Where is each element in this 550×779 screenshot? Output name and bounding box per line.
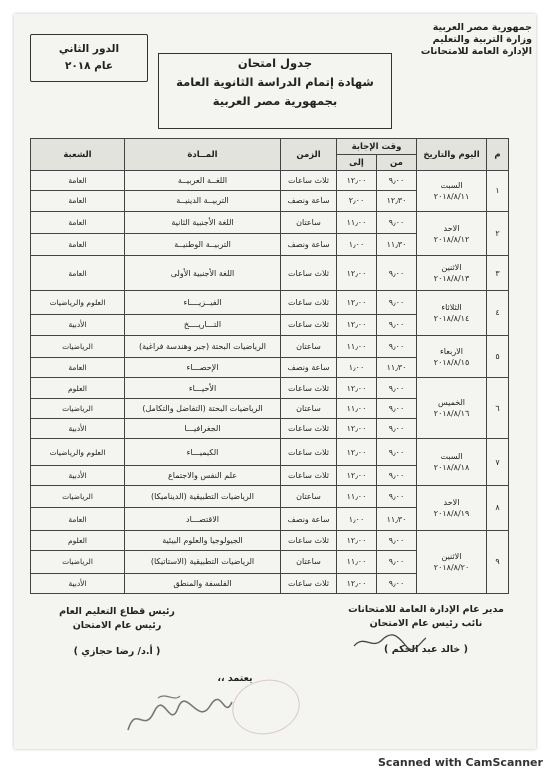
row-to: ١٢٫٠٠ xyxy=(337,419,377,439)
row-from: ٩٫٠٠ xyxy=(377,530,417,550)
signature-name: ( أ.د/ رضا حجازي ) xyxy=(73,646,161,657)
session-line-1: الدور الثاني xyxy=(58,43,120,55)
day-date: ٢٠١٨/٨/٢٠ xyxy=(433,562,470,572)
row-duration: ثلاث ساعات xyxy=(281,290,337,314)
row-num: ٣ xyxy=(487,256,509,291)
header-from: من xyxy=(377,155,417,171)
row-from: ٩٫٠٠ xyxy=(377,551,417,573)
day-date: ٢٠١٨/٨/١٦ xyxy=(433,409,470,419)
row-track: الرياضيات xyxy=(31,398,125,418)
day-date: ٢٠١٨/٨/١٥ xyxy=(433,357,470,367)
row-track: العلوم والرياضيات xyxy=(31,290,125,314)
table-row xyxy=(31,290,509,314)
row-track: العلوم xyxy=(31,378,125,398)
row-subject: الاقتصـــاد xyxy=(125,508,281,530)
row-day xyxy=(417,335,487,378)
day-date: ٢٠١٨/٨/١٨ xyxy=(433,463,470,473)
row-num: ٢ xyxy=(487,211,509,256)
row-duration: ساعتان xyxy=(281,551,337,573)
row-track: العلوم xyxy=(31,530,125,550)
signature-name: ( خالد عبد الحكم ) xyxy=(384,644,468,655)
row-subject: علم النفس والاجتماع xyxy=(125,465,281,485)
row-num: ١ xyxy=(487,171,509,212)
title-line-1: جدول امتحان xyxy=(237,56,313,70)
row-from: ١١٫٣٠ xyxy=(377,234,417,256)
signature-title-1: رئيس قطاع التعليم العام xyxy=(59,606,175,617)
row-to: ١١٫٠٠ xyxy=(337,551,377,573)
signature-title-2: رئيس عام الامتحان xyxy=(72,620,162,631)
row-num: ٦ xyxy=(487,378,509,439)
approval-label: يعتمد ،، xyxy=(217,673,253,684)
row-subject: الإحصـــاء xyxy=(125,358,281,378)
row-from: ٩٫٠٠ xyxy=(377,378,417,398)
day-date: ٢٠١٨/٨/١٤ xyxy=(433,313,470,323)
row-to: ١٫٠٠ xyxy=(337,508,377,530)
row-track: الرياضيات xyxy=(31,335,125,357)
row-track: الأدبية xyxy=(31,419,125,439)
row-from: ٩٫٠٠ xyxy=(377,486,417,508)
row-track: العامة xyxy=(31,211,125,233)
row-subject: الجيولوجيا والعلوم البيئية xyxy=(125,530,281,550)
row-subject: التربيــة الدينيــة xyxy=(125,191,281,211)
row-from: ٩٫٠٠ xyxy=(377,573,417,594)
row-duration: ساعتان xyxy=(281,486,337,508)
day-name: الاثنين xyxy=(441,551,462,561)
row-from: ٩٫٠٠ xyxy=(377,315,417,335)
day-name: الاثنين xyxy=(441,263,462,273)
row-duration: ساعة ونصف xyxy=(281,508,337,530)
row-day xyxy=(417,486,487,531)
row-track: العلوم والرياضيات xyxy=(31,439,125,465)
row-to: ١٢٫٠٠ xyxy=(337,171,377,191)
row-to: ١١٫٠٠ xyxy=(337,335,377,357)
row-from: ٩٫٠٠ xyxy=(377,398,417,418)
row-day xyxy=(417,530,487,593)
row-to: ١٢٫٠٠ xyxy=(337,573,377,594)
table-row xyxy=(31,378,509,398)
day-name: الاحد xyxy=(443,223,460,233)
row-subject: اللغة الأجنبية الأولى xyxy=(125,256,281,291)
row-num: ٥ xyxy=(487,335,509,378)
row-to: ١١٫٠٠ xyxy=(337,398,377,418)
row-day xyxy=(417,290,487,335)
session-line-2: عام ٢٠١٨ xyxy=(64,60,114,72)
row-subject: التـــاريــــخ xyxy=(125,315,281,335)
row-duration: ثلاث ساعات xyxy=(281,419,337,439)
day-date: ٢٠١٨/٨/١١ xyxy=(433,191,470,201)
day-name: الاحد xyxy=(443,497,460,507)
row-subject: الرياضيات البحتة (جبر وهندسة فراغية) xyxy=(125,335,281,357)
row-num: ٨ xyxy=(487,486,509,531)
row-from: ٩٫٠٠ xyxy=(377,290,417,314)
row-subject: الكيميـــاء xyxy=(125,439,281,465)
signature-block-sector-head xyxy=(42,605,192,659)
header-subject: المــادة xyxy=(125,139,281,171)
row-track: الرياضيات xyxy=(31,551,125,573)
row-duration: ثلاث ساعات xyxy=(281,530,337,550)
day-name: السبت xyxy=(440,180,463,190)
row-subject: الأحيـــاء xyxy=(125,378,281,398)
table-row xyxy=(31,256,509,291)
session-box xyxy=(30,34,148,82)
table-row xyxy=(31,211,509,233)
row-duration: ثلاث ساعات xyxy=(281,439,337,465)
row-duration: ثلاث ساعات xyxy=(281,171,337,191)
row-to: ١٫٠٠ xyxy=(337,234,377,256)
row-from: ١١٫٣٠ xyxy=(377,358,417,378)
row-from: ١١٫٣٠ xyxy=(377,508,417,530)
row-to: ١٢٫٠٠ xyxy=(337,315,377,335)
row-track: العامة xyxy=(31,191,125,211)
row-day xyxy=(417,439,487,486)
row-to: ١١٫٠٠ xyxy=(337,211,377,233)
ministry-line-2: وزارة التربية والتعليم xyxy=(432,34,532,45)
row-duration: ثلاث ساعات xyxy=(281,465,337,485)
ministry-line-3: الإدارة العامة للامتحانات xyxy=(420,46,532,57)
signature-title-2: نائب رئيس عام الامتحان xyxy=(369,618,483,629)
row-to: ١٢٫٠٠ xyxy=(337,530,377,550)
row-duration: ثلاث ساعات xyxy=(281,378,337,398)
row-subject: الفلسفة والمنطق xyxy=(125,573,281,594)
signature-title-1: مدير عام الإدارة العامة للامتحانات xyxy=(348,604,504,615)
row-duration: ساعتان xyxy=(281,335,337,357)
row-track: الأدبية xyxy=(31,315,125,335)
row-track: الأدبية xyxy=(31,573,125,594)
row-subject: الجغرافيـــا xyxy=(125,419,281,439)
row-subject: اللغــة العربيــة xyxy=(125,171,281,191)
row-duration: ثلاث ساعات xyxy=(281,573,337,594)
exam-schedule-table xyxy=(30,138,509,594)
day-name: الثلاثاء xyxy=(441,302,462,312)
row-to: ١٢٫٠٠ xyxy=(337,256,377,291)
ministry-header xyxy=(390,22,532,58)
row-subject: الفيــزيــــاء xyxy=(125,290,281,314)
row-duration: ساعتان xyxy=(281,211,337,233)
row-to: ١٢٫٠٠ xyxy=(337,465,377,485)
row-subject: اللغة الأجنبية الثانية xyxy=(125,211,281,233)
row-track: العامة xyxy=(31,358,125,378)
header-answer-time: وقت الإجابة xyxy=(337,139,417,155)
table-row xyxy=(31,530,509,550)
day-date: ٢٠١٨/٨/١٣ xyxy=(433,274,470,284)
row-to: ١٫٠٠ xyxy=(337,358,377,378)
table-row xyxy=(31,171,509,191)
row-duration: ساعة ونصف xyxy=(281,234,337,256)
row-from: ٩٫٠٠ xyxy=(377,465,417,485)
row-num: ٤ xyxy=(487,290,509,335)
row-from: ٩٫٠٠ xyxy=(377,439,417,465)
row-to: ١٢٫٠٠ xyxy=(337,378,377,398)
row-day xyxy=(417,378,487,439)
row-track: الأدبية xyxy=(31,465,125,485)
row-duration: ساعة ونصف xyxy=(281,191,337,211)
ministry-line-1: جمهورية مصر العربية xyxy=(432,22,532,33)
row-track: العامة xyxy=(31,256,125,291)
row-duration: ساعة ونصف xyxy=(281,358,337,378)
row-from: ٩٫٠٠ xyxy=(377,419,417,439)
handwritten-signature-approval xyxy=(118,690,238,742)
scanner-footer: Scanned with CamScanner xyxy=(378,756,543,769)
row-day xyxy=(417,211,487,256)
row-num: ٧ xyxy=(487,439,509,486)
header-track: الشعبة xyxy=(31,139,125,171)
day-name: الاربعاء xyxy=(440,346,463,356)
table-row xyxy=(31,335,509,357)
row-track: العامة xyxy=(31,171,125,191)
row-to: ١٢٫٠٠ xyxy=(337,290,377,314)
row-track: العامة xyxy=(31,234,125,256)
day-name: السبت xyxy=(440,452,463,462)
table-row xyxy=(31,486,509,508)
title-line-2: شهادة إتمام الدراسة الثانوية العامة xyxy=(176,75,374,89)
row-from: ٩٫٠٠ xyxy=(377,211,417,233)
row-to: ١١٫٠٠ xyxy=(337,486,377,508)
header-duration: الزمن xyxy=(281,139,337,171)
row-from: ٩٫٠٠ xyxy=(377,171,417,191)
row-subject: الرياضيات التطبيقية (الاستاتيكا) xyxy=(125,551,281,573)
row-subject: الرياضيات البحتة (التفاضل والتكامل) xyxy=(125,398,281,418)
row-duration: ثلاث ساعات xyxy=(281,256,337,291)
row-from: ١٢٫٣٠ xyxy=(377,191,417,211)
row-from: ٩٫٠٠ xyxy=(377,335,417,357)
row-duration: ساعتان xyxy=(281,398,337,418)
day-name: الخميس xyxy=(437,398,466,408)
row-to: ١٢٫٠٠ xyxy=(337,439,377,465)
row-to: ٢٫٠٠ xyxy=(337,191,377,211)
row-day xyxy=(417,171,487,212)
row-day xyxy=(417,256,487,291)
row-track: العامة xyxy=(31,508,125,530)
handwritten-signature-left xyxy=(350,630,430,654)
title-box xyxy=(158,53,392,129)
row-subject: التربيــة الوطنيــة xyxy=(125,234,281,256)
row-num: ٩ xyxy=(487,530,509,593)
header-day: اليوم والتاريخ xyxy=(417,139,487,171)
row-from: ٩٫٠٠ xyxy=(377,256,417,291)
row-track: الرياضيات xyxy=(31,486,125,508)
table-row xyxy=(31,439,509,465)
header-num: م xyxy=(487,139,509,171)
header-to: إلى xyxy=(337,155,377,171)
day-date: ٢٠١٨/٨/١٢ xyxy=(433,234,470,244)
day-date: ٢٠١٨/٨/١٩ xyxy=(433,508,470,518)
row-duration: ثلاث ساعات xyxy=(281,315,337,335)
title-line-3: بجمهورية مصر العربية xyxy=(212,94,338,108)
row-subject: الرياضيات التطبيقية (الديناميكا) xyxy=(125,486,281,508)
